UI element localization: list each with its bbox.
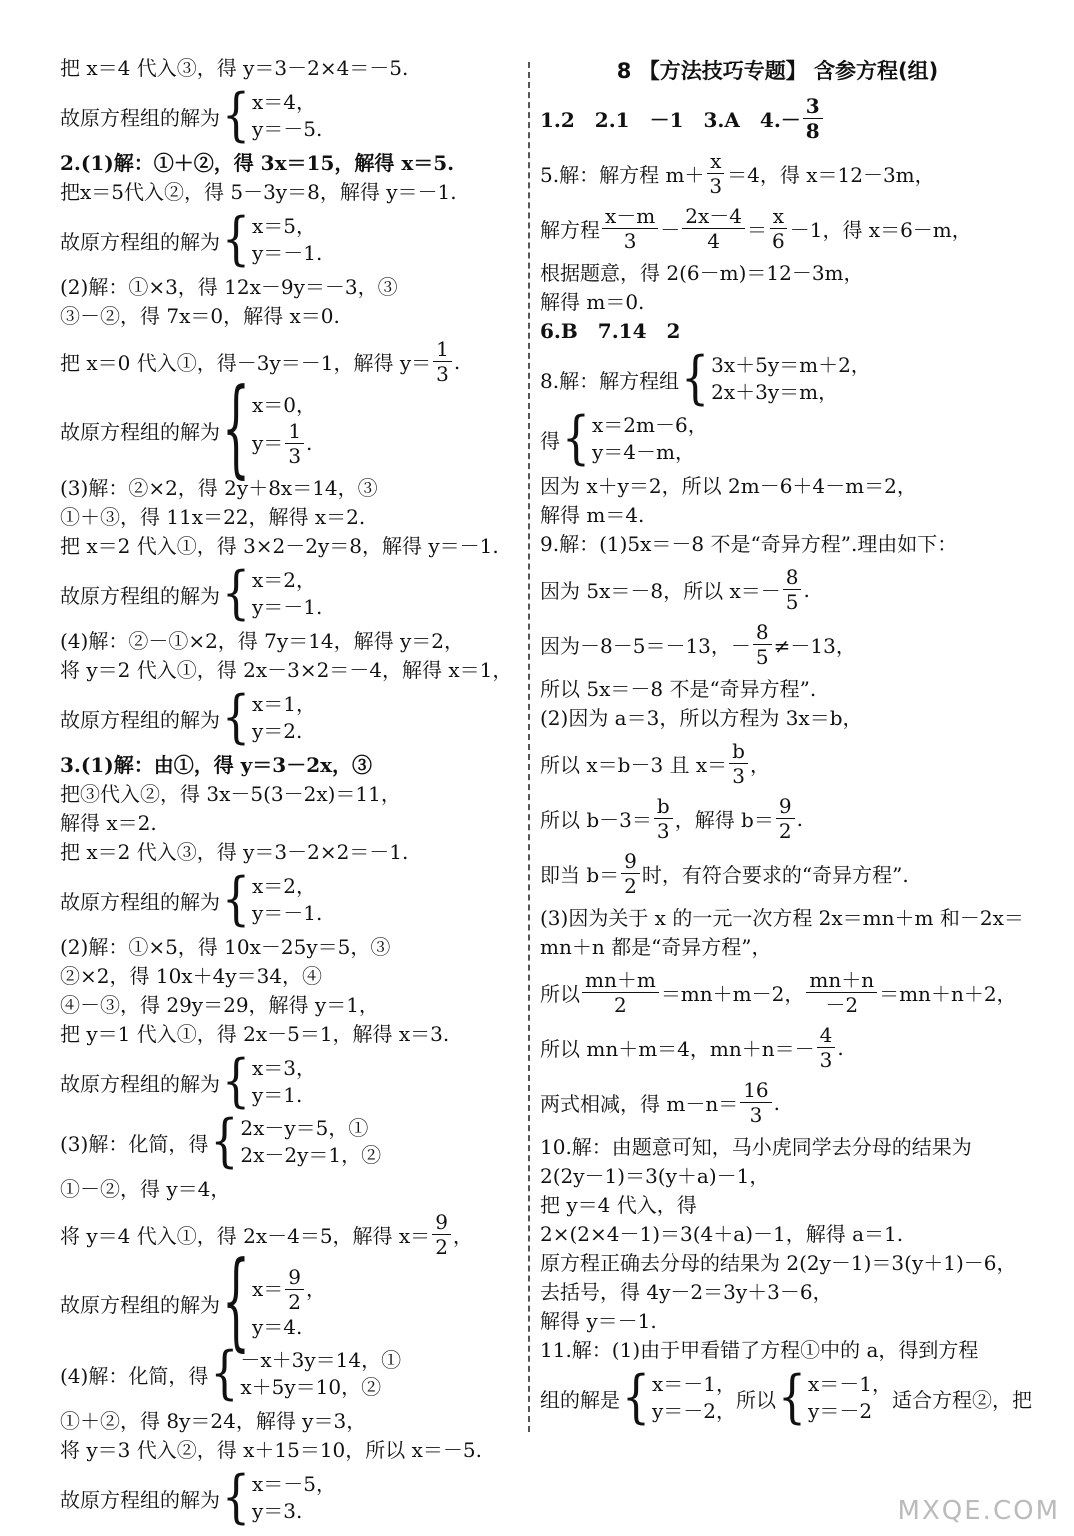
text-line: 把x＝5代入②，得 5－3y＝8，解得 y＝－1.	[60, 180, 457, 204]
solution-line: 故原方程组的解为 { x＝0， y＝ $\frac{1}{3}$ .	[60, 367, 317, 490]
text-line: 11.解：(1)由于甲看错了方程①中的 a，得到方程	[540, 1338, 979, 1362]
text-line: 因为 x＋y＝2，所以 2m－6＋4－m＝2，	[540, 474, 917, 498]
text-line: 把 y＝4 代入，得	[540, 1193, 697, 1217]
equation-system: { 2x－y＝5，① 2x－2y＝1，②	[210, 1108, 382, 1175]
text-line: 把 x＝2 代入①，得 3×2－2y＝8，解得 y＝－1.	[60, 534, 499, 558]
text-line: ①－②，得 y＝4，	[60, 1177, 231, 1201]
text-line: 把③代入②，得 3x－5(3－2x)＝11，	[60, 782, 401, 806]
text-line: 把 x＝4 代入③，得 y＝3－2×4＝－5.	[60, 56, 409, 80]
text-line: 即当 b＝ $\frac{9}{2}$ 时，有符合要求的“奇异方程”.	[540, 849, 909, 898]
text-line: 把 y＝1 代入①，得 2x－5＝1，解得 x＝3.	[60, 1022, 450, 1046]
text-line: (2)解：①×5，得 10x－25y＝5，③	[60, 935, 391, 959]
text-line: 3.(1)解：由①，得 y＝3－2x，③	[60, 753, 373, 777]
equation-system: { x＝5， y＝－1.	[222, 206, 323, 273]
text-line: 解方程 $\frac{x-m}{3}$ － $\frac{2x-4}{4}$ ＝ $\frac{x}{6}$ －1，得 x＝6－m，	[540, 204, 972, 253]
text-line: 将 y＝3 代入②，得 x＋15＝10，所以 x＝－5.	[60, 1438, 482, 1462]
equation-system: { －x＋3y＝14，① x＋5y＝10，②	[210, 1340, 402, 1407]
text-line: 所以 x＝b－3 且 x＝ $\frac{b}{3}$ ，	[540, 739, 770, 788]
equation-system: { x＝0， y＝ $\frac{1}{3}$ .	[222, 367, 317, 490]
equation-system: { 3x＋5y＝m＋2， 2x＋3y＝m，	[681, 345, 871, 412]
equation-system: { x＝2m－6， y＝4－m，	[562, 405, 708, 472]
text-line: 9.解：(1)5x＝－8 不是“奇异方程”.理由如下：	[540, 532, 958, 556]
solution-line: 故原方程组的解为 { x＝2， y＝－1.	[60, 560, 323, 627]
text-line: 根据题意，得 2(6－m)＝12－3m，	[540, 261, 864, 285]
text-line: 解得 y＝－1.	[540, 1309, 657, 1333]
text-line: 两式相减，得 m－n＝ $\frac{16}{3}$ .	[540, 1078, 781, 1127]
solution-line: 故原方程组的解为 { x＝3， y＝1.	[60, 1048, 317, 1115]
fraction: $\frac{x}{3}$	[706, 149, 725, 198]
solution-line: 故原方程组的解为 { x＝5， y＝－1.	[60, 206, 323, 273]
solution-line: 故原方程组的解为 { x＝4， y＝－5.	[60, 82, 323, 149]
left-column	[60, 54, 513, 1531]
fraction: $\frac{1}{3}$	[433, 337, 452, 386]
text-line: 10.解：由题意可知，马小虎同学去分母的结果为	[540, 1135, 972, 1159]
text-line: 原方程正确去分母的结果为 2(2y－1)＝3(y＋1)－6，	[540, 1251, 1017, 1275]
solution-line: 故原方程组的解为 { x＝－5， y＝3.	[60, 1464, 337, 1531]
text-line: (3)解：化简，得 { 2x－y＝5，① 2x－2y＝1，②	[60, 1108, 382, 1175]
equation-system: { x＝2， y＝－1.	[222, 866, 323, 933]
text-line: (3)解：②×2，得 2y＋8x＝14，③	[60, 476, 378, 500]
solution-line: 故原方程组的解为 { x＝2， y＝－1.	[60, 866, 323, 933]
text-line: 1.2 2.1 －1 3.A 4.－ $\frac{3}{8}$	[540, 94, 1015, 143]
equation-system: { x＝－1， y＝－2	[778, 1364, 893, 1431]
equation-system: { x＝ $\frac{9}{2}$ ， y＝4.	[222, 1240, 327, 1363]
text-line: 5.解：解方程 m＋ $\frac{x}{3}$ ＝4，得 x＝12－3m，	[540, 149, 935, 198]
text-line: 所以 mn＋m＝4，mn＋n＝－ $\frac{4}{3}$ .	[540, 1023, 844, 1072]
text-line: (2)因为 a＝3，所以方程为 3x＝b，	[540, 706, 863, 730]
text-line: 解得 m＝4.	[540, 503, 645, 527]
equation-system: { x＝－5， y＝3.	[222, 1464, 337, 1531]
text-line: 6.B 7.14 2	[540, 319, 681, 343]
text-line: 解得 x＝2.	[60, 811, 157, 835]
text-line: ③－②，得 7x＝0，解得 x＝0.	[60, 304, 340, 328]
text-line: 将 y＝4 代入①，得 2x－4＝5，解得 x＝ $\frac{9}{2}$ ，	[60, 1210, 473, 1259]
text-line: 所以 5x＝－8 不是“奇异方程”.	[540, 677, 817, 701]
text-line: 所以 $\frac{mn+m}{2}$ ＝mn＋m－2， $\frac{mn+n}{-2}$ ＝mn＋n＋2，	[540, 968, 1017, 1017]
watermark: MXQE.COM	[897, 1496, 1060, 1526]
text-line: 将 y＝2 代入①，得 2x－3×2＝－4，解得 x＝1，	[60, 658, 513, 682]
text-line: (4)解：化简，得 { －x＋3y＝14，① x＋5y＝10，②	[60, 1340, 402, 1407]
text-line: ①＋③，得 11x＝22，解得 x＝2.	[60, 505, 366, 529]
text-line: (4)解：②－①×2，得 7y＝14，解得 y＝2，	[60, 629, 465, 653]
text-line: 把 x＝0 代入①，得－3y＝－1，解得 y＝ $\frac{1}{3}$ .	[60, 337, 461, 386]
text-line: ①＋②，得 8y＝24，解得 y＝3，	[60, 1409, 367, 1433]
text-line: 得 { x＝2m－6， y＝4－m，	[540, 405, 708, 472]
equation-system: { x＝3， y＝1.	[222, 1048, 317, 1115]
solution-line: 故原方程组的解为 { x＝ $\frac{9}{2}$ ， y＝4.	[60, 1240, 327, 1363]
equation-system: { x＝4， y＝－5.	[222, 82, 323, 149]
text-line: ②×2，得 10x＋4y＝34，④	[60, 964, 323, 988]
text-line: 所以 b－3＝ $\frac{b}{3}$ ，解得 b＝ $\frac{9}{2}$ .	[540, 794, 803, 843]
text-line: 2×(2×4－1)＝3(4＋a)－1，解得 a＝1.	[540, 1222, 904, 1246]
text-line: 2(2y－1)＝3(y＋a)－1，	[540, 1164, 770, 1188]
text-line: 去括号，得 4y－2＝3y＋3－6，	[540, 1280, 833, 1304]
equation-system: { x＝－1， y＝－2，	[622, 1364, 737, 1431]
equation-system: { x＝2， y＝－1.	[222, 560, 323, 627]
text-line: 2.(1)解：①＋②，得 3x＝15，解得 x＝5.	[60, 151, 455, 175]
text-line: 组的解是 { x＝－1， y＝－2， 所以 { x＝－1， y＝－2 适合方程②，把	[540, 1364, 1033, 1431]
right-column	[540, 54, 1033, 1431]
text-line: 8.解：解方程组 { 3x＋5y＝m＋2， 2x＋3y＝m，	[540, 345, 871, 412]
text-line: (3)因为关于 x 的一元一次方程 2x＝mn＋m 和－2x＝	[540, 906, 1024, 930]
solution-line: 故原方程组的解为 { x＝1， y＝2.	[60, 684, 317, 751]
section-title: 8 【方法技巧专题】 含参方程(组)	[616, 59, 939, 83]
text-line: (2)解：①×3，得 12x－9y＝－3，③	[60, 275, 398, 299]
text-line: 因为－8－5＝－13，－ $\frac{8}{5}$ ≠－13，	[540, 620, 856, 669]
text-line: ④－③，得 29y＝29，解得 y＝1，	[60, 993, 379, 1017]
column-divider	[528, 62, 530, 1432]
text-line: mn＋n 都是“奇异方程”，	[540, 935, 772, 959]
text-line: 解得 m＝0.	[540, 290, 645, 314]
fraction: $\frac{3}{8}$	[803, 94, 823, 143]
fraction: $\frac{9}{2}$	[432, 1210, 451, 1259]
equation-system: { x＝1， y＝2.	[222, 684, 317, 751]
text-line: 因为 5x＝－8，所以 x＝－ $\frac{8}{5}$ .	[540, 565, 810, 614]
text-line: 把 x＝2 代入③，得 y＝3－2×2＝－1.	[60, 840, 409, 864]
